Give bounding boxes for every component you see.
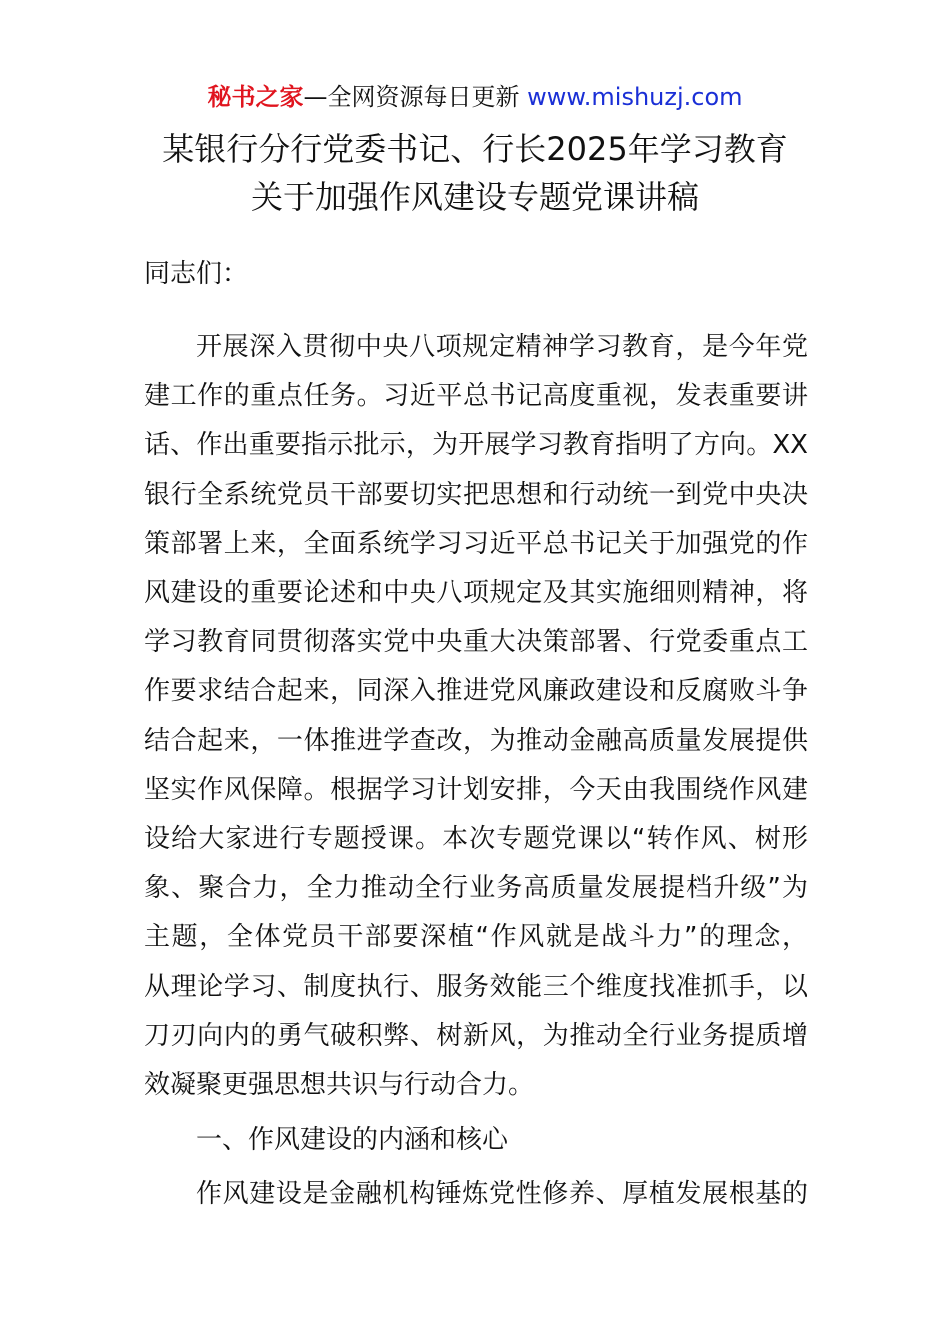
paragraph-line: 开展深入贯彻中央八项规定精神学习教育，是今年党 xyxy=(196,332,808,362)
paragraph-line: 刀刃向内的勇气破积弊、树新风，为推动全行业务提质增 xyxy=(144,1020,808,1051)
paragraph-line: 坚实作风保障。根据学习计划安排，今天由我围绕作风建 xyxy=(144,774,808,805)
paragraph-line: 作要求结合起来，同深入推进党风廉政建设和反腐败斗争 xyxy=(144,676,808,707)
paragraph-line: 结合起来，一体推进学查改，为推动金融高质量发展提供 xyxy=(144,725,808,756)
brand-name: 秘书之家 xyxy=(207,83,304,111)
paragraph-line: 风建设的重要论述和中央八项规定及其实施细则精神，将 xyxy=(144,578,808,608)
paragraph-line: 象、聚合力，全力推动全行业务高质量发展提档升级”为 xyxy=(144,873,808,904)
paragraph-line: 设给大家进行专题授课。本次专题党课以“转作风、树形 xyxy=(144,824,808,854)
document-title-line-1: 某银行分行党委书记、行长2025年学习教育 xyxy=(162,130,788,168)
salutation: 同志们： xyxy=(144,259,249,289)
header-tagline: —全网资源每日更新 xyxy=(303,83,520,111)
paragraph-line: 话、作出重要指示批示，为开展学习教育指明了方向。XX xyxy=(144,430,808,461)
paragraph-line: 建工作的重点任务。习近平总书记高度重视，发表重要讲 xyxy=(144,381,808,412)
document-title-line-2: 关于加强作风建设专题党课讲稿 xyxy=(250,178,699,216)
paragraph-line: 学习教育同贯彻落实党中央重大决策部署、行党委重点工 xyxy=(144,627,808,658)
paragraph-line: 效凝聚更强思想共识与行动合力。 xyxy=(144,1070,535,1100)
site-url-link[interactable]: www.mishuzj.com xyxy=(527,83,743,111)
section-1-first-line: 作风建设是金融机构锤炼党性修养、厚植发展根基的 xyxy=(196,1179,808,1209)
site-header xyxy=(0,80,950,114)
section-heading-1: 一、作风建设的内涵和核心 xyxy=(196,1125,509,1155)
paragraph-line: 主题，全体党员干部要深植“作风就是战斗力”的理念， xyxy=(144,922,808,953)
paragraph-line: 策部署上来，全面系统学习习近平总书记关于加强党的作 xyxy=(144,528,808,559)
paragraph-line: 从理论学习、制度执行、服务效能三个维度找准抓手，以 xyxy=(144,971,808,1002)
paragraph-line: 银行全系统党员干部要切实把思想和行动统一到党中央决 xyxy=(144,479,808,510)
